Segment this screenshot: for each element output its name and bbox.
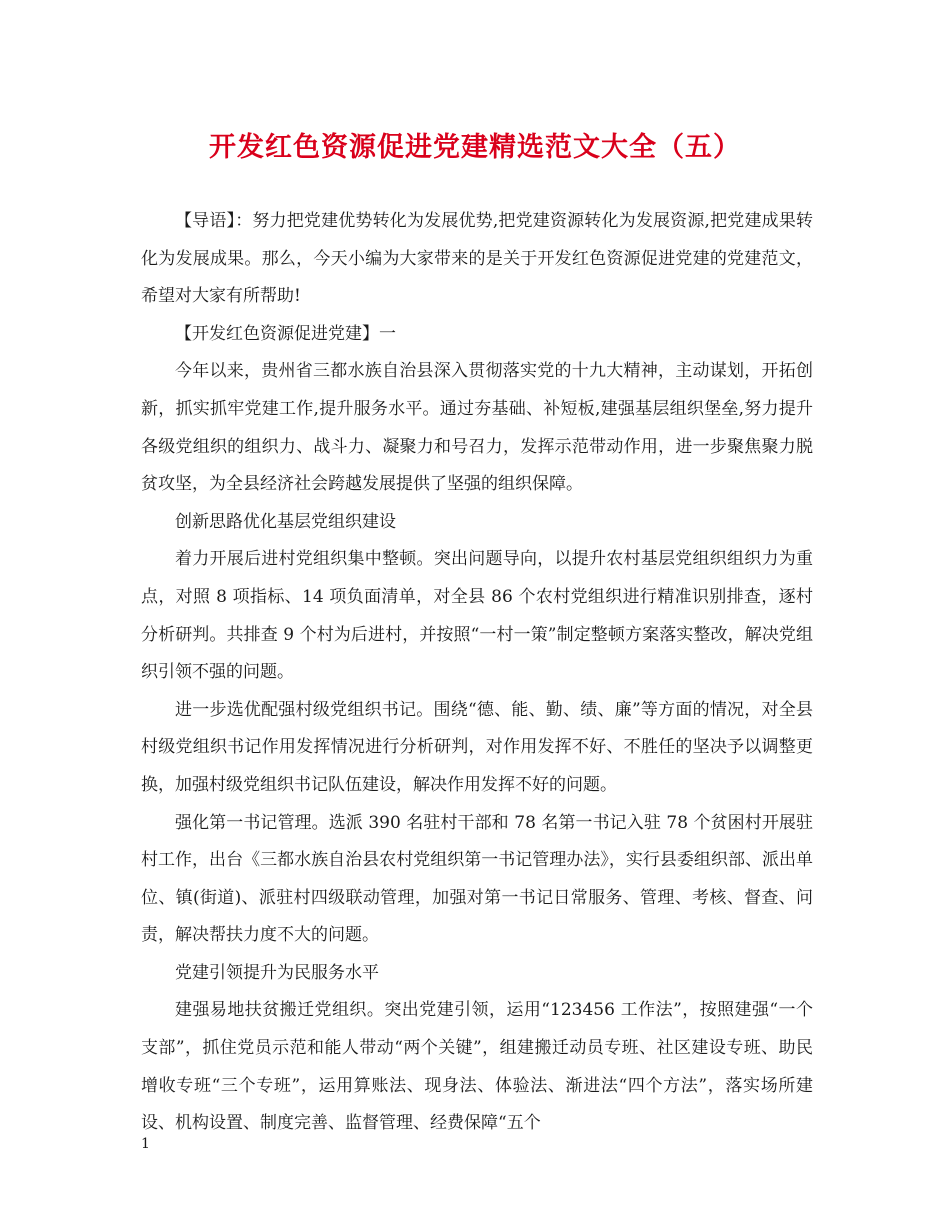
paragraph-2: 着力开展后进村党组织集中整顿。突出问题导向，以提升农村基层党组织组织力为重点，对照 8 项指标、14 项负面清单，对全县 86 个农村党组织进行精准识别排查，逐村分析研判。共排查 9 个村为后进村，并按照“一村一策”制定整顿方案落实整改，解决党组织引领不强的问题。 (141, 549, 813, 683)
paragraph-1: 今年以来，贵州省三都水族自治县深入贯彻落实党的十九大精神，主动谋划，开拓创新，抓实抓牢党建工作,提升服务水平。通过夯基础、补短板,建强基层组织堡垒,努力提升各级党组织的组织力、战斗力、凝聚力和号召力，发挥示范带动作用，进一步聚焦聚力脱贫攻坚，为全县经济社会跨越发展提供了坚强的组织保障。 (141, 361, 813, 495)
subheading-2: 党建引领提升为民服务水平 (175, 962, 379, 983)
paragraph-4: 强化第一书记管理。选派 390 名驻村干部和 78 名第一书记入驻 78 个贫困村开展驻村工作，出台《三都水族自治县农村党组织第一书记管理办法》，实行县委组织部、派出单位、镇(街道)、派驻村四级联动管理，加强对第一书记日常服务、管理、考核、督查、问责，解决帮扶力度不大的问题。 (141, 812, 813, 946)
subheading-1: 创新思路优化基层党组织建设 (175, 511, 396, 532)
intro-paragraph: 【导语】：努力把党建优势转化为发展优势,把党建资源转化为发展资源,把党建成果转化为发展成果。那么，今天小编为大家带来的是关于开发红色资源促进党建的党建范文，希望对大家有所帮助! (141, 211, 813, 307)
section-title: 【开发红色资源促进党建】一 (175, 323, 396, 344)
document-body (141, 203, 813, 1143)
paragraph-5: 建强易地扶贫搬迁党组织。突出党建引领，运用“123456 工作法”，按照建强“一个支部”，抓住党员示范和能人带动“两个关键”，组建搬迁动员专班、社区建设专班、助民增收专班“三个专班”，运用算账法、现身法、体验法、渐进法“四个方法”，落实场所建设、机构设置、制度完善、监督管理、经费保障“五个 (141, 1000, 813, 1134)
document-title: 开发红色资源促进党建精选范文大全（五） (209, 132, 741, 163)
page-number: 1 (141, 1136, 150, 1152)
paragraph-3: 进一步选优配强村级党组织书记。围绕“德、能、勤、绩、廉”等方面的情况，对全县村级党组织书记作用发挥情况进行分析研判，对作用发挥不好、不胜任的坚决予以调整更换，加强村级党组织书记队伍建设，解决作用发挥不好的问题。 (141, 699, 813, 795)
